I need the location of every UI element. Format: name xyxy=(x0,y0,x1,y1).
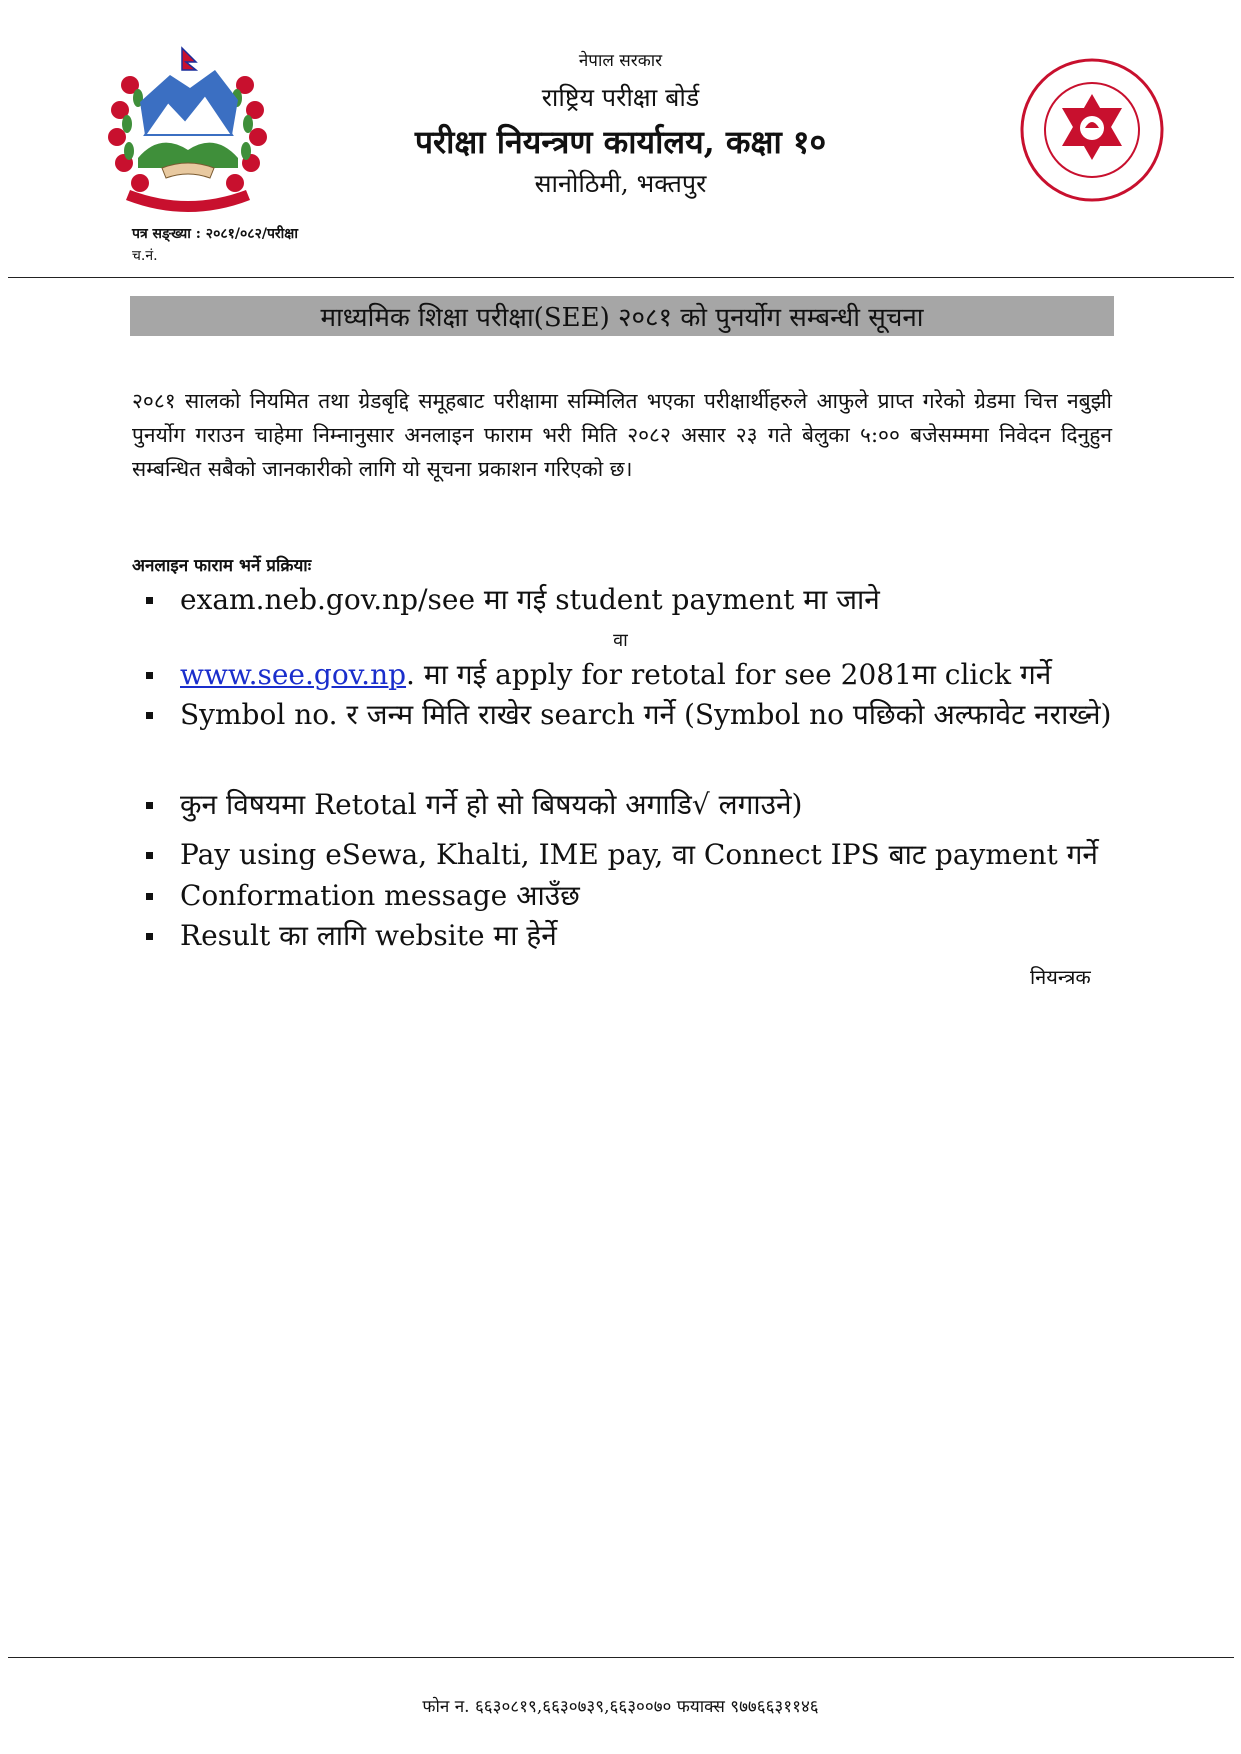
board-name: राष्ट्रिय परीक्षा बोर्ड xyxy=(541,83,700,112)
step-text: . मा गई apply for retotal for see 2081मा click गर्ने xyxy=(406,658,1052,691)
notice-paragraph: २०८१ सालको नियमित तथा ग्रेडबृद्दि समूहबाट परीक्षामा सम्मिलित भएका परीक्षार्थीहरुले आफुले प्राप्त गरेको ग्रेडमा चित्त नबुझी पुनर्योग गराउन चाहेमा निम्नानुसार अनलाइन फाराम भरी मिति २०८२ असार २३ गते बेलुका ५:०० बजेसम्ममा निवेदन दिनुहुन सम्बन्धित सबैको जानकारीको लागि यो सूचना प्रकाशन गरिएको छ। xyxy=(132,389,1112,481)
notice-title: माध्यमिक शिक्षा परीक्षा(SEE) २०८१ को पुनर्योग सम्बन्धी सूचना xyxy=(320,303,924,333)
step-item xyxy=(180,876,1120,916)
bullet-icon xyxy=(146,597,153,604)
step-text: Pay using eSewa, Khalti, IME pay, वा Connect IPS बाट payment गर्ने xyxy=(180,838,1098,871)
office-address: सानोठिमी, भक्तपुर xyxy=(534,169,707,198)
signature-title: नियन्त्रक xyxy=(1030,965,1091,989)
steps-heading: अनलाइन फाराम भर्ने प्रक्रियाः xyxy=(132,556,312,576)
step-text: Symbol no. र जन्म मिति राखेर search गर्ने (Symbol no पछिको अल्फावेट नराख्ने) xyxy=(180,698,1112,731)
office-name: परीक्षा नियन्त्रण कार्यालय, कक्षा १० xyxy=(414,123,827,161)
bullet-icon xyxy=(146,852,153,859)
bullet-icon xyxy=(146,802,153,809)
footer-contact: फोन न. ६६३०८१९,६६३०७३९,६६३००७० फयाक्स ९७७६६३११४६ xyxy=(422,1697,819,1717)
step-text: Conformation message आउँछ xyxy=(180,879,580,912)
notice-title-banner xyxy=(130,296,1114,336)
step-text: कुन विषयमा Retotal गर्ने हो सो बिषयको अगाडि√ लगाउने) xyxy=(180,788,803,821)
see-website-link[interactable]: www.see.gov.np xyxy=(180,658,407,691)
step-item xyxy=(180,835,1120,875)
bullet-icon xyxy=(146,933,153,940)
bullet-icon xyxy=(146,672,153,679)
bullet-icon xyxy=(146,893,153,900)
step-text: exam.neb.gov.np/see मा गई student payment मा जाने xyxy=(180,583,880,616)
step-item xyxy=(180,655,1120,695)
step-item xyxy=(180,580,1120,620)
step-item xyxy=(180,916,1120,956)
step-item xyxy=(180,785,1120,825)
header-divider xyxy=(8,277,1234,278)
dispatch-number: च.नं. xyxy=(132,248,158,264)
reference-number: पत्र सङ्ख्या : २०८१/०८२/परीक्षा xyxy=(132,226,298,242)
government-name: नेपाल सरकार xyxy=(578,51,663,71)
step-item xyxy=(180,695,1120,735)
or-separator: वा xyxy=(613,630,628,651)
bullet-icon xyxy=(146,712,153,719)
footer-divider xyxy=(8,1657,1234,1658)
step-text: Result का लागि website मा हेर्ने xyxy=(180,919,557,952)
